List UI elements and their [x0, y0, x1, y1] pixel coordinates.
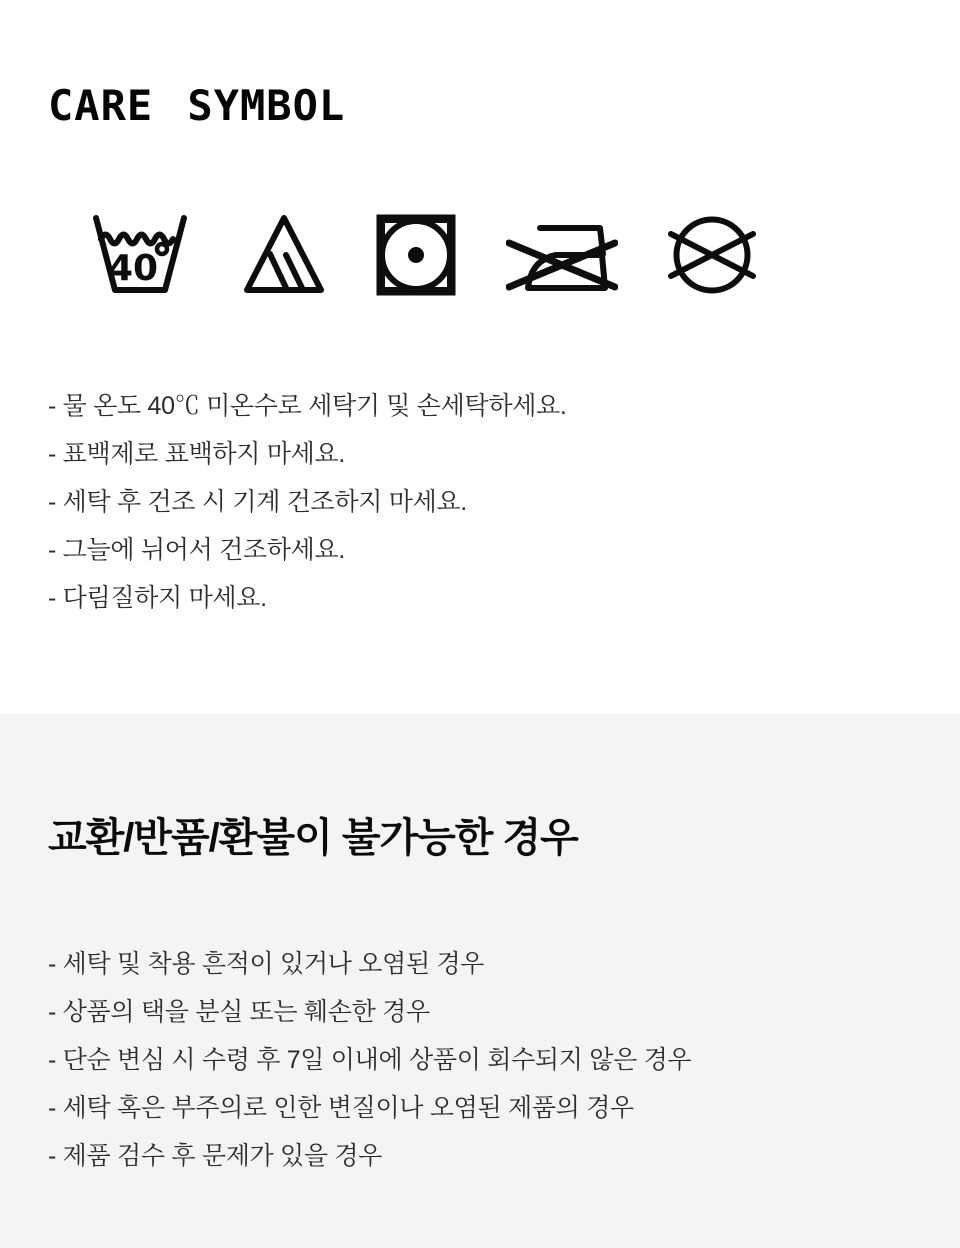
care-instruction-item: - 다림질하지 마세요. — [48, 584, 267, 612]
care-instruction-item: - 그늘에 뉘어서 건조하세요. — [48, 536, 345, 564]
tumble-dry-icon — [376, 213, 456, 297]
return-conditions-list — [48, 940, 912, 1180]
care-instructions-list — [48, 382, 912, 622]
return-condition-item: - 단순 변심 시 수령 후 7일 이내에 상품이 회수되지 않은 경우 — [48, 1046, 692, 1074]
non-chlorine-bleach-icon — [242, 213, 326, 297]
return-policy-section — [0, 714, 960, 1248]
return-condition-item: - 세탁 및 착용 흔적이 있거나 오염된 경우 — [48, 950, 485, 978]
wash-40-icon — [88, 213, 192, 297]
return-condition-item: - 상품의 택을 분실 또는 훼손한 경우 — [48, 998, 430, 1026]
care-instruction-item: - 물 온도 40℃ 미온수로 세탁기 및 손세탁하세요. — [48, 392, 567, 420]
do-not-dry-clean-icon — [668, 213, 756, 297]
do-not-iron-icon — [506, 218, 618, 292]
care-instruction-item: - 표백제로 표백하지 마세요. — [48, 440, 345, 468]
return-condition-item: - 세탁 혹은 부주의로 인한 변질이나 오염된 제품의 경우 — [48, 1094, 634, 1122]
return-condition-item: - 제품 검수 후 문제가 있을 경우 — [48, 1142, 383, 1170]
care-symbols-row — [88, 213, 912, 297]
care-instruction-item: - 세탁 후 건조 시 기계 건조하지 마세요. — [48, 488, 467, 516]
wash-temperature-label: 40 — [107, 248, 159, 289]
care-symbol-title: CARE SYMBOL — [48, 81, 346, 130]
return-policy-title: 교환/반품/환불이 불가능한 경우 — [48, 816, 578, 860]
